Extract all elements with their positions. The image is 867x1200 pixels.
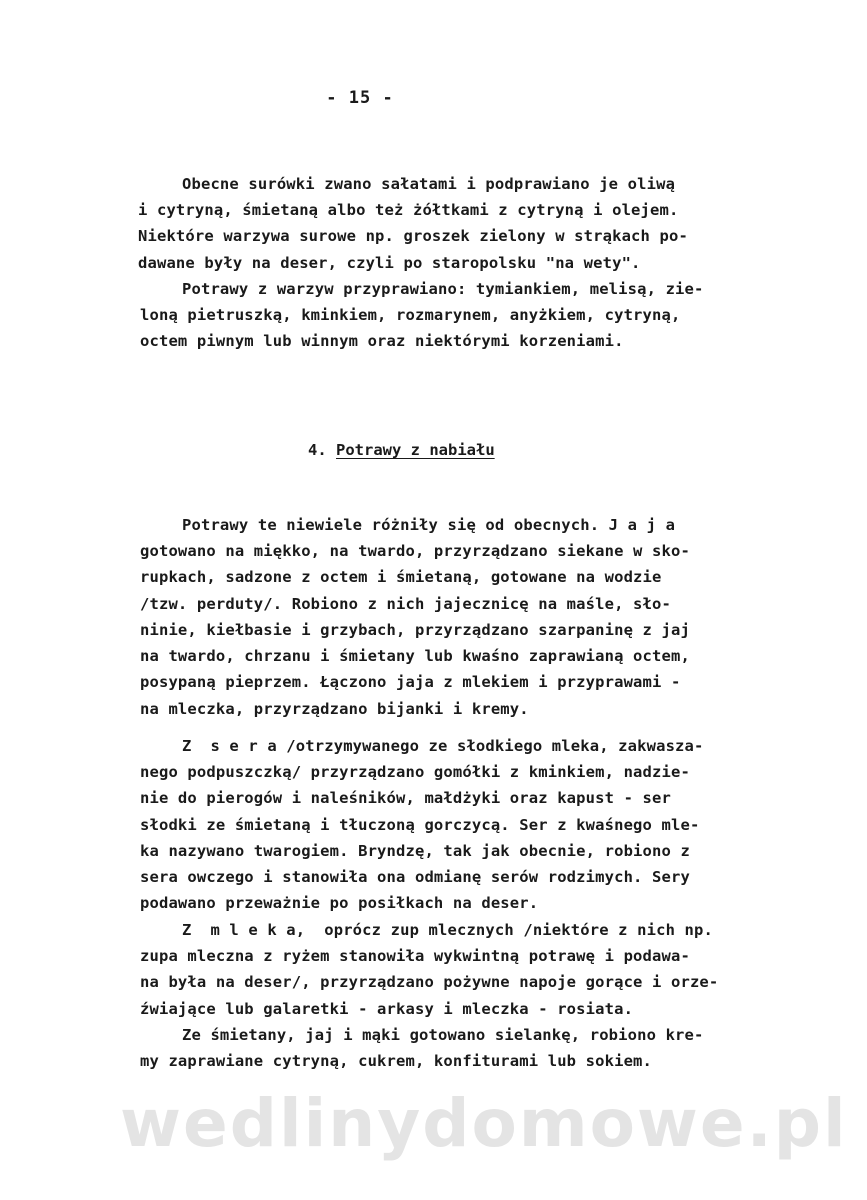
text-line: i cytryną, śmietaną albo też żółtkami z cytryną i olejem. bbox=[138, 201, 679, 219]
text-line: /tzw. perduty/. Robiono z nich jajecznicę na maśle, sło- bbox=[140, 594, 671, 613]
paragraph-raw-vegetables-cont bbox=[138, 197, 688, 276]
text-line: Z m l e k a, oprócz zup mlecznych /niektóre z nich np. bbox=[182, 921, 713, 939]
paragraph-vegetable-seasoning-cont bbox=[140, 302, 680, 355]
text-line: Obecne surówki zwano sałatami i podprawiano je oliwą bbox=[182, 175, 676, 193]
text-line: Ze śmietany, jaj i mąki gotowano sielankę, robiono kre- bbox=[182, 1026, 704, 1044]
text-line: sera owczego i stanowiła ona odmianę serów rodzimych. Sery bbox=[140, 868, 690, 887]
paragraph-cheese-cont bbox=[140, 759, 699, 917]
text-line: Z s e r a /otrzymywanego ze słodkiego mleka, zakwasza- bbox=[182, 737, 704, 755]
text-line: ka nazywano twarogiem. Bryndzę, tak jak obecnie, robiono z bbox=[140, 841, 690, 860]
paragraph-cheese bbox=[182, 733, 704, 759]
text-line: loną pietruszką, kminkiem, rozmarynem, anyżkiem, cytryną, bbox=[140, 306, 681, 324]
text-line: Niektóre warzywa surowe np. groszek zielony w strąkach po- bbox=[138, 227, 688, 246]
text-line: octem piwnym lub winnym oraz niektórymi korzeniami. bbox=[140, 332, 624, 351]
text-line: źwiające lub galaretki - arkasy i mleczka - rosiata. bbox=[140, 999, 634, 1018]
paragraph-eggs-cont bbox=[140, 538, 690, 722]
text-line: rupkach, sadzone z octem i śmietaną, gotowane na wodzie bbox=[140, 568, 662, 587]
paragraph-vegetable-seasoning bbox=[182, 276, 704, 302]
watermark: wedlinydomowe.pl bbox=[120, 1085, 848, 1162]
text-line: dawane były na deser, czyli po staropolsku "na wety". bbox=[138, 253, 641, 272]
paragraph-raw-vegetables bbox=[182, 171, 675, 197]
paragraph-milk-cont bbox=[140, 943, 718, 1022]
text-line: gotowano na miękko, na twardo, przyrządzano siekane w sko- bbox=[140, 542, 690, 560]
text-line: my zaprawiane cytryną, cukrem, konfiturami lub sokiem. bbox=[140, 1052, 653, 1070]
text-line: Potrawy te niewiele różniły się od obecnych. J a j a bbox=[182, 516, 676, 534]
paragraph-cream-cont bbox=[140, 1048, 652, 1074]
text-line: podawano przeważnie po posiłkach na deser. bbox=[140, 894, 539, 913]
page-number: - 15 - bbox=[326, 88, 394, 108]
text-line: na mleczka, przyrządzano bijanki i kremy. bbox=[140, 699, 529, 718]
paragraph-milk bbox=[182, 917, 713, 943]
text-line: ninie, kiełbasie i grzybach, przyrządzano szarpaninę z jaj bbox=[140, 620, 690, 639]
text-line: słodki ze śmietaną i tłuczoną gorczycą. Ser z kwaśnego mle- bbox=[140, 815, 700, 834]
section-title: Potrawy z nabiału bbox=[336, 441, 495, 459]
section-heading bbox=[308, 441, 495, 459]
text-line: nego podpuszczką/ przyrządzano gomółki z kminkiem, nadzie- bbox=[140, 763, 690, 781]
text-line: nie do pierogów i naleśników, małdżyki oraz kapust - ser bbox=[140, 789, 671, 808]
text-line: na twardo, chrzanu i śmietany lub kwaśno zaprawianą octem, bbox=[140, 647, 690, 666]
paragraph-eggs bbox=[182, 512, 675, 538]
paragraph-cream bbox=[182, 1022, 704, 1048]
text-line: zupa mleczna z ryżem stanowiła wykwintną potrawę i podawa- bbox=[140, 947, 690, 965]
section-number: 4. bbox=[308, 441, 327, 459]
text-line: Potrawy z warzyw przyprawiano: tymiankiem, melisą, zie- bbox=[182, 280, 704, 298]
text-line: na była na deser/, przyrządzano pożywne napoje gorące i orze- bbox=[140, 973, 719, 992]
text-line: posypaną pieprzem. Łączono jaja z mlekiem i przyprawami - bbox=[140, 673, 681, 692]
